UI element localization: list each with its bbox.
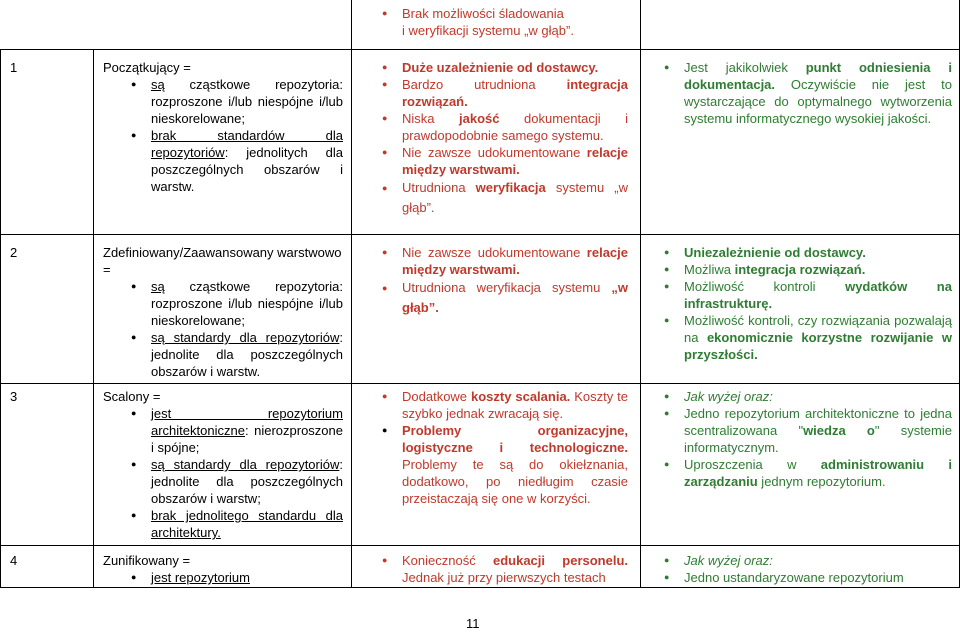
problems-list	[378, 388, 628, 507]
benefits-list	[660, 244, 952, 363]
list-item: ● brak standardów dla repozytoriów: jednolitych dla poszczególnych obszarów i warstw.	[127, 127, 343, 195]
problems-list	[378, 59, 628, 218]
row-number: 2	[10, 245, 18, 260]
level-items	[127, 278, 343, 380]
list-item: ● Bardzo utrudniona integracja rozwiązań.	[378, 76, 628, 110]
col-divider-desc	[351, 0, 352, 588]
list-item: ● jest repozytorium architektoniczne: nierozproszone i spójne;	[127, 405, 343, 456]
col-divider-left	[0, 49, 1, 588]
list-item: ● Duże uzależnienie od dostawcy.	[378, 59, 628, 76]
list-item: ● Konieczność edukacji personelu. Jednak już przy pierwszych testach	[378, 552, 628, 586]
list-item: ● Uniezależnienie od dostawcy.	[660, 244, 952, 261]
list-item: ● są standardy dla repozytoriów: jednolite dla poszczególnych obszarów i warstw;	[127, 456, 343, 507]
list-item: ● Niska jakość dokumentacji i prawdopodobnie samego systemu.	[378, 110, 628, 144]
list-item: ● Możliwa integracja rozwiązań.	[660, 261, 952, 278]
list-item: ● Problemy organizacyjne, logistyczne i technologiczne. Problemy te są do okiełznania, dodatkowo, po niedługim czasie przeistaczają się one w korzyści.	[378, 422, 628, 507]
row-divider-1	[0, 234, 960, 235]
list-item: ● Utrudniona weryfikacja systemu „w głąb”.	[378, 178, 628, 218]
level-title: Zdefiniowany/Zaawansowany warstwowo =	[103, 245, 342, 277]
list-item: ● Brak możliwości śladowania i weryfikacji systemu „w głąb”.	[378, 5, 628, 39]
level-items	[127, 405, 343, 541]
list-item: ● Jest jakikolwiek punkt odniesienia i dokumentacja. Oczywiście nie jest to wystarczające do optymalnego wytworzenia systemu informatycznego wysokiej jakości.	[660, 59, 952, 127]
list-item: ● Nie zawsze udokumentowane relacje między warstwami.	[378, 144, 628, 178]
level-description	[103, 552, 343, 586]
list-item: ● jest repozytorium	[127, 569, 343, 586]
row-number: 3	[10, 389, 18, 404]
row-number: 4	[10, 553, 18, 568]
list-item: ● Jedno ustandaryzowane repozytorium	[660, 569, 952, 586]
problems-list	[378, 552, 628, 586]
list-item: ● Dodatkowe koszty scalania. Koszty te szybko jednak zwracają się.	[378, 388, 628, 422]
list-item: ● Uproszczenia w administrowaniu i zarządzaniu jednym repozytorium.	[660, 456, 952, 490]
list-item: ● Możliwość kontroli, czy rozwiązania pozwalają na ekonomicznie korzystne rozwijanie w przyszłości.	[660, 312, 952, 363]
list-item: ● są cząstkowe repozytoria: rozproszone i/lub niespójne i/lub nieskorelowane;	[127, 278, 343, 329]
list-item: ● Jak wyżej oraz:	[660, 388, 952, 405]
row-divider-3	[0, 545, 960, 546]
col-divider-num	[93, 49, 94, 588]
level-items	[127, 569, 343, 586]
level-title: Zunifikowany =	[103, 553, 191, 568]
list-item: ● brak jednolitego standardu dla architektury.	[127, 507, 343, 541]
list-item: ● Nie zawsze udokumentowane relacje między warstwami.	[378, 244, 628, 278]
level-description	[103, 244, 343, 380]
list-item: ● Możliwość kontroli wydatków na infrastrukturę.	[660, 278, 952, 312]
benefits-list	[660, 388, 952, 490]
benefits-list	[660, 552, 952, 586]
list-item: ● Utrudniona weryfikacja systemu „w głąb”.	[378, 278, 628, 318]
list-item: ● Jedno repozytorium architektoniczne to jedna scentralizowana "wiedza o" systemie informatycznym.	[660, 405, 952, 456]
row-divider-2	[0, 383, 960, 384]
problems-list	[378, 244, 628, 318]
list-item: ● są standardy dla repozytoriów: jednolite dla poszczególnych obszarów i warstw.	[127, 329, 343, 380]
page-number: 11	[466, 616, 480, 631]
list-item: ● są cząstkowe repozytoria: rozproszone i/lub niespójne i/lub nieskorelowane;	[127, 76, 343, 127]
level-title: Początkujący =	[103, 60, 191, 75]
row-number: 1	[10, 60, 18, 75]
top-carryover-list	[378, 5, 628, 39]
col-divider-problems	[640, 0, 641, 588]
table-top-border	[0, 49, 960, 50]
benefits-list	[660, 59, 952, 127]
level-description	[103, 388, 343, 541]
level-title: Scalony =	[103, 389, 161, 404]
table-bottom-border	[0, 587, 960, 588]
list-item: ● Jak wyżej oraz:	[660, 552, 952, 569]
level-items	[127, 76, 343, 195]
level-description	[103, 59, 343, 195]
